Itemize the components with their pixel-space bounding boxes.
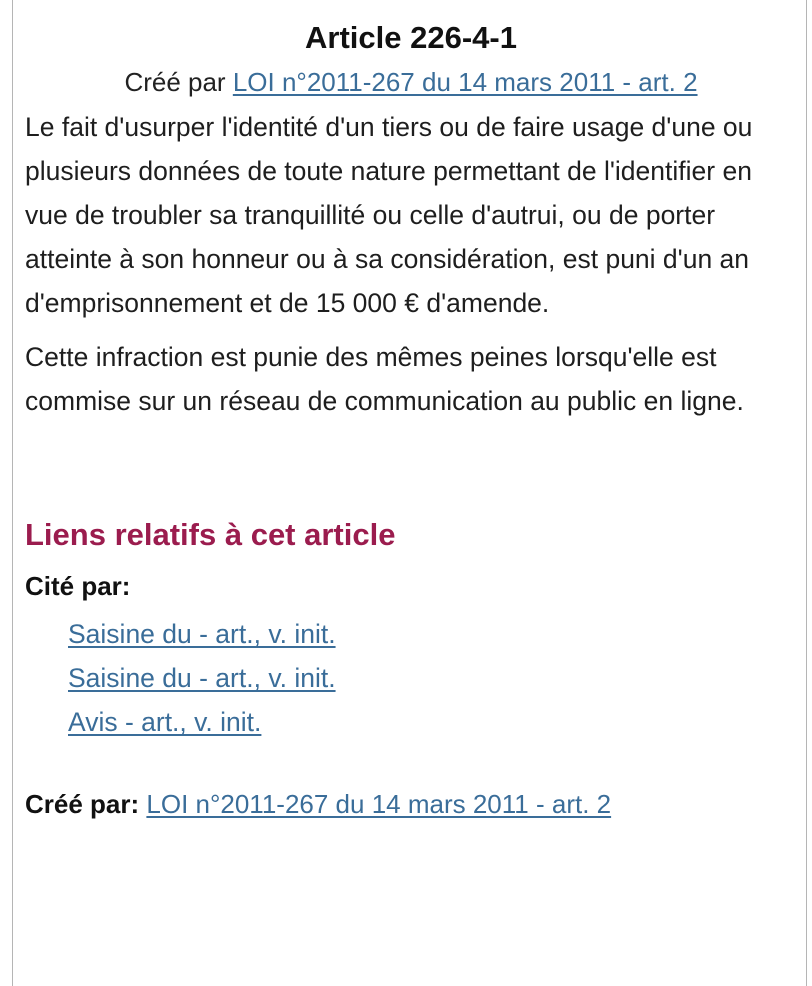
- article-paragraph-1: Le fait d'usurper l'identité d'un tiers ou de faire usage d'une ou plusieurs données de toute nature permettant de l'identifier en vue de troubler sa tranquillité ou celle d'autrui, ou de porter atteinte à son honneur ou à sa considération, est puni d'un an d'emprisonnement et de 15 000 € d'amende.: [25, 112, 753, 318]
- list-item: [68, 612, 797, 656]
- cited-by-label: Cité par:: [25, 571, 131, 601]
- created-by-law-link[interactable]: LOI n°2011-267 du 14 mars 2011 - art. 2: [146, 789, 612, 819]
- created-by-footer: [25, 787, 797, 821]
- created-law-link[interactable]: LOI n°2011-267 du 14 mars 2011 - art. 2: [232, 67, 698, 97]
- created-prefix: Créé par: [124, 67, 226, 97]
- cited-by-list: [25, 612, 797, 744]
- cited-by-link-1[interactable]: Saisine du - art., v. init.: [68, 619, 336, 649]
- cited-by-link-3[interactable]: Avis - art., v. init.: [68, 707, 262, 737]
- list-item: [68, 700, 797, 744]
- article-created-line: [25, 65, 797, 99]
- related-links-heading: Liens relatifs à cet article: [25, 517, 396, 552]
- article-content: [25, 0, 797, 821]
- created-by-label: Créé par:: [25, 789, 140, 819]
- article-paragraph-2: Cette infraction est punie des mêmes peines lorsqu'elle est commise sur un réseau de communication au public en ligne.: [25, 342, 744, 416]
- article-title: Article 226-4-1: [305, 20, 517, 55]
- cited-by-link-2[interactable]: Saisine du - art., v. init.: [68, 663, 336, 693]
- list-item: [68, 656, 797, 700]
